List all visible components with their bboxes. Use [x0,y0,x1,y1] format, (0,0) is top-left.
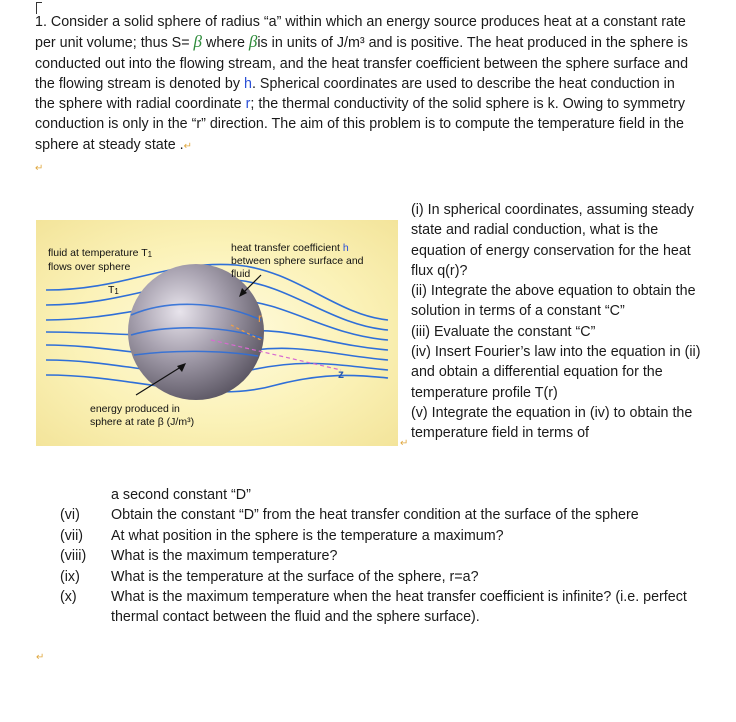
return-mark-icon: ↵ [400,438,409,449]
sphere [128,264,264,400]
return-mark-icon: ↵ [36,652,45,663]
question-text: What is the temperature at the surface of the sphere, r=a? [111,568,479,585]
intro-text-2: where [202,35,249,52]
question-v-continuation: a second constant “D” [111,487,251,503]
question-iii: (iii) Evaluate the constant “C” [411,323,596,340]
right-questions [411,200,711,444]
bottom-questions [60,485,700,628]
question-row [60,567,700,587]
sphere-figure [36,220,398,446]
question-row [60,587,700,628]
question-v: (v) Integrate the equation in (iv) to obtain the temperature field in terms of [411,404,693,442]
beta-symbol-2: β [248,32,258,52]
z-axis-label: z [338,367,344,381]
intro-text-5: ; the thermal conductivity of the solid sphere is k. Owing to symmetry conduction is only in the “r” direction. The aim of this problem is to compute the temperature field in the sphere at steady state . [35,96,686,153]
question-ii: (ii) Integrate the above equation to obtain the solution in terms of a constant “C” [411,283,696,320]
beta-symbol-1: β [193,32,203,52]
return-mark-icon: ↵ [183,140,193,152]
question-text: At what position in the sphere is the temperature a maximum? [111,527,504,544]
fluid-label: fluid at temperature T1 flows over sphere [48,247,153,273]
question-iv: (iv) Insert Fourier’s law into the equation in (ii) and obtain a differential equation for the temperature profile T(r) [411,344,701,401]
question-number: (viii) [60,548,87,565]
intro-text-1: 1. Consider a solid sphere of radius “a” within which an energy source produces heat at a constant rate per unit volume; thus S= [35,14,686,52]
question-row [60,505,700,525]
question-text: Obtain the constant “D” from the heat transfer condition at the surface of the sphere [111,507,639,524]
question-number: (x) [60,589,77,606]
problem-intro [35,12,695,179]
question-number: (vi) [60,507,80,524]
return-mark-icon: ↵ [35,163,44,175]
r-axis-label: r [258,311,262,325]
energy-label: energy produced in sphere at rate β (J/m³) [90,403,195,428]
question-text: What is the maximum temperature when the heat transfer coefficient is infinite? (i.e. perfect thermal contact between the fluid and the sphere surface). [111,589,687,626]
t1-label: T1 [108,284,119,296]
intro-text-3: is in units of J/m³ and is positive. The heat produced in the sphere is conducted out into the flowing stream, and the heat transfer coefficient between the sphere surface and the flowing stream is denoted by [35,35,689,92]
question-row [60,546,700,566]
r-symbol: r [245,96,251,113]
question-row [60,526,700,546]
question-number: (vii) [60,527,84,544]
h-symbol: h [244,75,252,92]
text-cursor-top [36,2,42,3]
question-i: (i) In spherical coordinates, assuming steady state and radial conduction, what is the equation of energy conservation for the heat flux q(r)? [411,202,694,279]
question-text: What is the maximum temperature? [111,548,338,565]
htc-label: heat transfer coefficient h between sphere surface and fluid [231,242,364,280]
question-number: (ix) [60,568,80,585]
intro-text-4: . Spherical coordinates are used to describe the heat conduction in the sphere with radial coordinate [35,75,675,113]
